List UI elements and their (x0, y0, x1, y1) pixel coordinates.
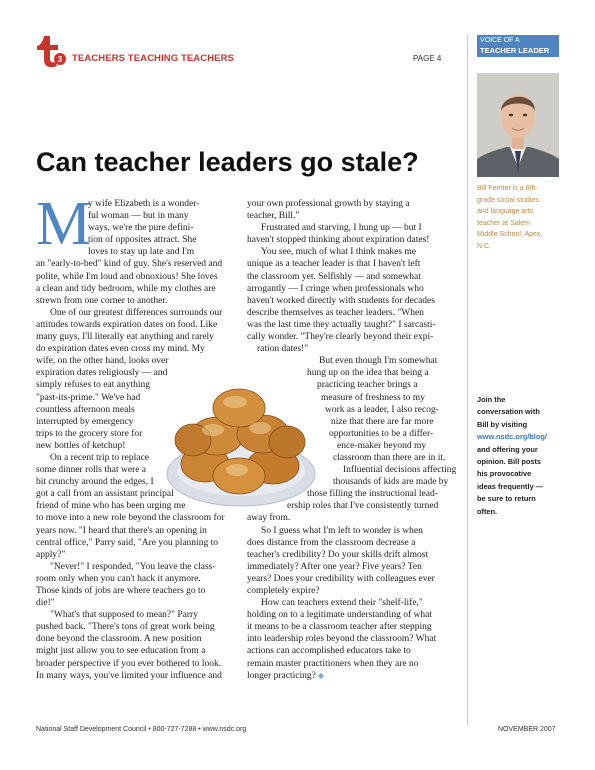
text-line: apply?" (36, 549, 66, 560)
bio-line: grade social studies (477, 196, 539, 204)
join-line: often. (477, 506, 498, 516)
text-line: "What's that supposed to mean?" Parry (50, 610, 198, 621)
join-line: Join the (477, 395, 506, 404)
text-line: cally wonder. "They're clearly beyond their expi- (247, 332, 434, 343)
text-line: room only when you can't hack it anymore. (36, 573, 201, 584)
text-line: completely expire? (247, 586, 320, 596)
text-line: describe themselves as teacher leaders. "When (247, 307, 424, 318)
voice-line1: VOICE OF A (480, 37, 520, 44)
text-line: On a recent trip to replace (50, 452, 149, 463)
text-line: So I guess what I'm left to wonder is when (261, 525, 423, 536)
text-line: years? Does your credibility with colleagues ever (247, 573, 435, 584)
author-photo (477, 73, 559, 177)
text-line: ways, we're the pure defini- (88, 223, 194, 234)
text-line: simply refuses to eat anything (36, 380, 150, 391)
text-line: ership roles that I've consistently turned (287, 501, 439, 512)
dinner-rolls-image (165, 378, 317, 508)
author-bio (477, 183, 562, 252)
bio-line: teacher at Salem (477, 219, 530, 227)
join-line: Bill by visiting (477, 419, 528, 429)
text-line: countless afternoon meals (36, 404, 135, 415)
text-line: thousands of kids are made by (333, 477, 449, 488)
text-line: friend of mine who has been urging me (36, 501, 186, 512)
text-line: y wife Elizabeth is a wonder- (88, 199, 200, 209)
text-line: an "early-to-bed" kind of guy. She's reserved and (36, 259, 223, 270)
text-line: done beyond the classroom. A new position (36, 634, 202, 645)
text-line: do expiration dates even cross my mind. My (36, 344, 205, 355)
section-number: 3 (57, 55, 63, 64)
join-line: ideas frequently — (477, 481, 544, 491)
text-line: classroom than there are in it. (333, 452, 446, 463)
footer-date: NOVEMBER 2007 (498, 726, 556, 733)
text-line: polite, while I'm loud and obnoxious! She loves (36, 271, 218, 282)
text-line: hung up on the idea that being a (307, 368, 429, 379)
text-line: arrogantly — I cringe when professionals who (247, 283, 424, 294)
text-line: those filling the instructional lead- (307, 489, 438, 500)
text-line: work as a leader, I also recog- (325, 404, 439, 415)
text-line: practicing teacher brings a (317, 380, 418, 391)
text-line: "Never!" I responded, "You leave the class- (50, 561, 216, 572)
text-line: Influential decisions affecting (343, 465, 457, 476)
text-line: bit crunchy around the edges, I (36, 477, 154, 488)
bio-line: and language arts (477, 208, 534, 215)
voice-badge (477, 35, 559, 57)
drop-cap: M (36, 190, 92, 258)
join-line: conversation with (477, 407, 540, 417)
text-line: the classroom yet. Selfishly — and somewhat (247, 271, 421, 282)
text-line: might just allow you to see education from a (36, 646, 206, 657)
text-line: But even though I'm somewhat (319, 356, 438, 367)
join-line: his provocative (477, 469, 532, 479)
text-line: new bottles of ketchup! (36, 440, 126, 451)
text-line: haven't worked directly with students for decades (247, 295, 435, 306)
footer-contact: National Staff Development Council • 800-727-7288 • www.nsdc.org (36, 726, 247, 733)
text-line: years now. "I heard that there's an opening in (36, 525, 207, 536)
text-line: does distance from the classroom decrease a (247, 537, 416, 548)
text-line: "past-its-prime." We've had (36, 392, 141, 403)
text-line: Frustrated and starving, I hung up — but I (261, 223, 422, 234)
text-line: You see, much of what I think makes me (261, 247, 416, 258)
text-line: immediately? After one year? Five years? Ten (247, 561, 422, 572)
sidebar-divider (467, 35, 468, 725)
text-line: broader perspective if you ever bothered to look. (36, 658, 222, 669)
text-line: ration dates!" (257, 344, 309, 355)
end-mark-icon: ◆ (315, 670, 324, 680)
text-line: interrupted by emergency (36, 416, 134, 427)
text-line: your own professional growth by staying a (247, 199, 410, 209)
blog-link[interactable]: www.nsdc.org/blog/ (477, 432, 547, 442)
brand-title: TEACHERS TEACHING TEACHERS (72, 53, 234, 64)
text-line: attitudes towards expiration dates on food. Like (36, 319, 218, 330)
text-line: teacher, Bill." (247, 211, 300, 222)
bio-line: Bill Ferriter is a 6th- (477, 185, 538, 192)
text-line: ful woman — but in many (88, 211, 189, 222)
text-line: holding on to a legitimate understanding of what (247, 610, 432, 621)
text-line: wife, on the other hand, looks over (36, 356, 169, 367)
article-title: Can teacher leaders go stale? (36, 147, 419, 177)
text-line: it means to be a classroom teacher after stepping (247, 622, 432, 633)
text-line: How can teachers extend their "shelf-life," (261, 598, 423, 609)
text-line: Those kinds of jobs are where teachers go to (36, 586, 206, 596)
text-line: away from. (247, 513, 291, 524)
text-line: got a call from an assistant principal (36, 489, 174, 500)
text-line: longer practicing? ◆ (247, 670, 324, 681)
text-line: opportunities to be a differ- (329, 428, 434, 439)
text-line: pushed back. "There's tons of great work being (36, 622, 215, 633)
text-line: to move into a new role beyond the classroom for (36, 513, 225, 524)
join-line: be sure to return (477, 494, 536, 504)
bio-line: Middle School, Apex, (477, 231, 543, 238)
text-line: into leadership roles beyond the classroom? What (247, 634, 437, 645)
text-line: One of our greatest differences surrounds our (50, 307, 223, 318)
text-line: expiration dates religiously — and (36, 368, 168, 379)
text-line: haven't stopped thinking about expiration dates! (247, 235, 430, 246)
t3-logo (34, 34, 68, 68)
text-line: nize that there are far more (331, 416, 434, 427)
text-line: tion of opposites attract. She (88, 235, 197, 246)
text-line: actions can accomplished educators take to (247, 646, 411, 657)
text-line: die!" (36, 598, 55, 609)
text-line: central office," Parry said, "Are you planning to (36, 537, 218, 548)
text-line: some dinner rolls that were a (36, 465, 147, 476)
join-line: opinion. Bill posts (477, 457, 542, 467)
voice-line2: TEACHER LEADER (480, 46, 550, 55)
text-line: measure of freshness to my (321, 392, 425, 403)
text-line: many guys, I'll literally eat anything and rarely (36, 332, 214, 343)
text-line: strewn from one corner to another. (36, 295, 168, 306)
text-line: ence-maker beyond my (337, 440, 427, 451)
join-line: and offering your (477, 444, 538, 454)
text-line: In many ways, you've limited your influence and (36, 670, 222, 681)
text-line: was the last time they actually taught?" I sarcasti- (247, 319, 436, 330)
text-line: a clean and tidy bedroom, while my clothes are (36, 283, 216, 294)
text-line: remain master practitioners when they are no (247, 658, 419, 669)
text-line: teacher's credibility? Do your skills drift almost (247, 549, 429, 560)
page-number: PAGE 4 (413, 54, 442, 63)
text-line: trips to the grocery store for (36, 428, 143, 439)
join-callout (477, 394, 563, 518)
text-line: unique as a teacher leader is that I haven't left (247, 259, 421, 270)
bio-line: N.C. (477, 242, 491, 250)
text-line: loves to stay up late and I'm (88, 247, 195, 258)
